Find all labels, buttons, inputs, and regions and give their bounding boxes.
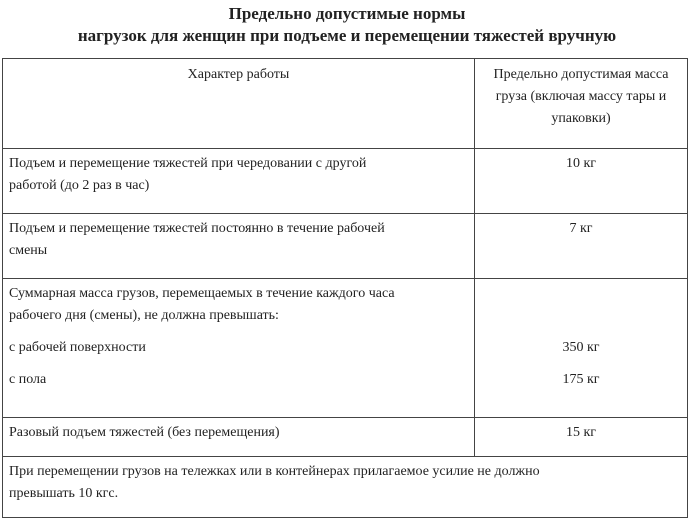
row-3-sub-2-label: с пола bbox=[9, 372, 47, 387]
row-4-value: 15 кг bbox=[475, 418, 688, 457]
title-line-2: нагрузок для женщин при подъеме и перемещении тяжестей вручную bbox=[77, 26, 617, 45]
row-3-description bbox=[3, 279, 475, 418]
row-3-text-line-1: Суммарная масса грузов, перемещаемых в течение каждого часа bbox=[9, 286, 395, 301]
table-row bbox=[3, 418, 688, 457]
title-line-1: Предельно допустимые нормы bbox=[228, 4, 466, 23]
row-3-sub-2-value: 175 кг bbox=[562, 372, 600, 387]
table-row bbox=[3, 279, 688, 418]
header-max-mass-line-1: Предельно допустимая масса bbox=[493, 67, 669, 82]
row-2-value: 7 кг bbox=[475, 214, 688, 279]
header-work-type bbox=[3, 59, 475, 149]
table-row bbox=[3, 149, 688, 214]
row-4-description: Разовый подъем тяжестей (без перемещения) bbox=[3, 418, 475, 457]
row-1-text-line-1: Подъем и перемещение тяжестей при чередовании с другой bbox=[9, 156, 367, 171]
footer-line-2: превышать 10 кгс. bbox=[9, 486, 119, 501]
footer-line-1: При перемещении грузов на тележках или в контейнерах прилагаемое усилие не должно bbox=[9, 464, 540, 479]
row-3-sub-1-label: с рабочей поверхности bbox=[9, 340, 146, 355]
row-1-value: 10 кг bbox=[475, 149, 688, 214]
table-header-row bbox=[3, 59, 688, 149]
row-3-sub-1-value: 350 кг bbox=[562, 340, 600, 355]
table-footer-row bbox=[3, 457, 688, 518]
norms-table bbox=[2, 58, 688, 518]
document-title bbox=[0, 0, 694, 55]
row-1-text-line-2: работой (до 2 раз в час) bbox=[9, 178, 150, 193]
row-2-description bbox=[3, 214, 475, 279]
row-2-text-line-2: смены bbox=[9, 243, 48, 258]
row-3-text-line-2: рабочего дня (смены), не должна превышать: bbox=[9, 308, 279, 323]
row-2-text-line-1: Подъем и перемещение тяжестей постоянно в течение рабочей bbox=[9, 221, 385, 236]
table-row bbox=[3, 214, 688, 279]
header-max-mass bbox=[475, 59, 688, 149]
header-max-mass-line-2: груза (включая массу тары и bbox=[495, 89, 667, 104]
header-work-type-label: Характер работы bbox=[187, 67, 290, 82]
header-max-mass-line-3: упаковки) bbox=[551, 111, 611, 126]
row-3-values bbox=[475, 279, 688, 418]
row-1-description bbox=[3, 149, 475, 214]
footer-note bbox=[3, 457, 688, 518]
